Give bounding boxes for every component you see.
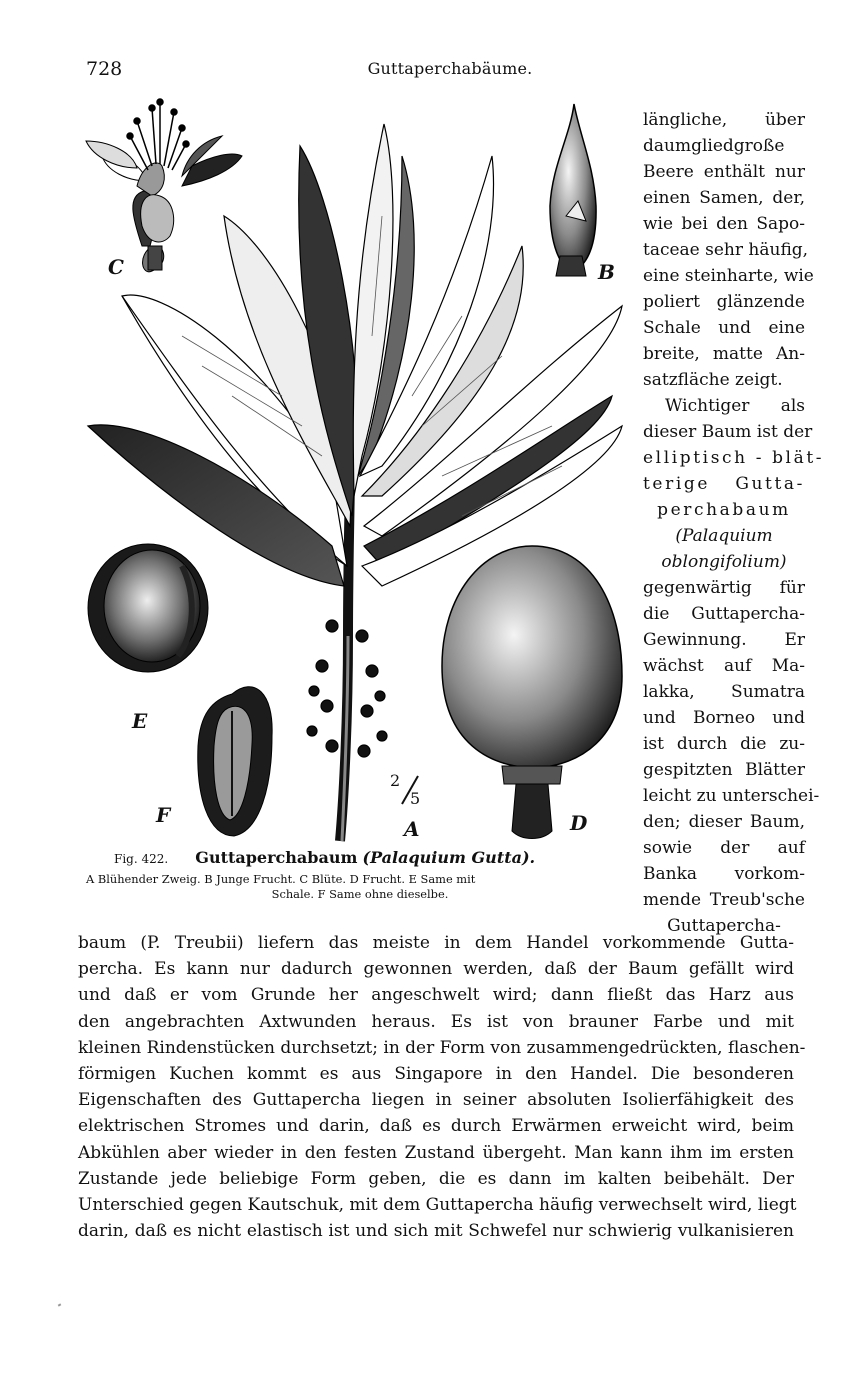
body-paragraph xyxy=(78,930,806,1244)
text-line: Eigenschaften des Guttapercha liegen in seiner absoluten Isolierfähigkeit des xyxy=(78,1090,794,1111)
text-line: die Guttapercha- xyxy=(643,604,805,624)
page-header xyxy=(0,58,850,82)
text-line: satzfläche zeigt. xyxy=(643,370,783,390)
text-line: Wichtiger als xyxy=(665,396,805,416)
text-line: Schale und eine xyxy=(643,318,805,338)
figure-label-e: E xyxy=(132,709,148,733)
figure-latin-name: (Palaquium Gutta). xyxy=(362,848,536,867)
flower-drawing xyxy=(86,99,242,272)
text-line: daumgliedgroße xyxy=(643,136,785,156)
ink-speck xyxy=(58,1303,62,1306)
text-line: wächst auf Ma- xyxy=(643,656,805,676)
text-line: darin, daß es nicht elastisch ist und sich mit Schwefel nur schwierig vulkanisieren xyxy=(78,1221,794,1242)
seed-with-shell-drawing xyxy=(88,544,208,672)
figure-label-c: C xyxy=(108,255,124,279)
text-line: Beere enthält nur xyxy=(643,162,805,182)
text-line: Gewinnung. Er xyxy=(643,630,805,650)
text-line: Banka vorkom- xyxy=(643,864,805,884)
figure-title: Guttaperchabaum xyxy=(195,848,358,867)
text-line: Abkühlen aber wieder in den festen Zustand übergeht. Man kann ihm im ersten xyxy=(78,1142,794,1163)
text-line: taceae sehr häufig, xyxy=(643,240,809,260)
botanical-figure xyxy=(82,96,630,846)
caption-legend-line: Schale. F Same ohne dieselbe. xyxy=(271,887,449,901)
text-line: percha. Es kann nur dadurch gewonnen werden, daß der Baum gefällt wird xyxy=(78,959,794,980)
text-line: oblongifolium) xyxy=(661,552,787,572)
text-line: den; dieser Baum, xyxy=(643,812,805,832)
svg-text:5: 5 xyxy=(410,789,421,808)
seed-without-shell-drawing xyxy=(198,687,272,836)
scale-fraction xyxy=(390,771,420,808)
text-line: ist durch die zu- xyxy=(643,734,805,754)
text-line: den angebrachten Axtwunden heraus. Es ist von brauner Farbe und mit xyxy=(78,1011,794,1032)
text-line: elliptisch - blät- xyxy=(643,448,825,468)
text-line: gegenwärtig für xyxy=(643,578,805,598)
young-fruit-drawing xyxy=(550,104,596,276)
running-title: Guttaperchabäume. xyxy=(367,59,533,78)
page-number: 728 xyxy=(86,58,123,80)
text-line: (Palaquium xyxy=(675,526,773,546)
text-line: und daß er vom Grunde her angeschwelt wird; dann fließt das Harz aus xyxy=(78,985,794,1006)
text-line: leicht zu unterschei- xyxy=(643,786,820,806)
text-line: sowie der auf xyxy=(643,838,805,858)
caption-heading xyxy=(86,848,634,867)
text-line: poliert glänzende xyxy=(643,292,805,312)
text-line: Unterschied gegen Kautschuk, mit dem Guttapercha häufig verwechselt wird, liegt xyxy=(78,1194,797,1215)
text-line: baum (P. Treubii) liefern das meiste in dem Handel vorkommende Gutta- xyxy=(78,933,794,953)
svg-text:2: 2 xyxy=(390,771,401,790)
text-line: elektrischen Stromes und darin, daß es durch Erwärmen erweicht wird, beim xyxy=(78,1116,794,1137)
caption-legend-line: A Blühender Zweig. B Junge Frucht. C Blüte. D Frucht. E Same mit xyxy=(86,872,476,886)
text-line: gespitzten Blätter xyxy=(643,760,805,780)
text-line: lakka, Sumatra xyxy=(643,682,805,702)
text-line: wie bei den Sapo- xyxy=(643,214,805,234)
figure-caption xyxy=(86,848,634,901)
figure-label-f: F xyxy=(156,803,171,827)
text-line: und Borneo und xyxy=(643,708,805,728)
text-line: förmigen Kuchen kommt es aus Singapore in den Handel. Die besonderen xyxy=(78,1063,794,1084)
text-line: breite, matte An- xyxy=(643,344,805,364)
figure-label-d: D xyxy=(570,811,588,835)
fruit-drawing xyxy=(442,546,622,839)
text-line: terige Gutta- xyxy=(643,474,805,494)
side-text-column xyxy=(643,107,825,939)
text-line: kleinen Rindenstücken durchsetzt; in der Form von zusammengedrückten, flaschen- xyxy=(78,1037,806,1058)
text-line: längliche, über xyxy=(643,110,805,130)
text-line: Guttapercha- xyxy=(667,916,781,936)
figure-illustration xyxy=(82,96,630,846)
text-line: mende Treub'sche xyxy=(643,890,805,910)
text-line: Zustande jede beliebige Form geben, die es dann im kalten beibehält. Der xyxy=(78,1168,794,1189)
text-line: einen Samen, der, xyxy=(643,188,805,208)
text-line: eine steinharte, wie xyxy=(643,266,814,286)
figure-number: Fig. 422. xyxy=(114,852,169,866)
text-line: dieser Baum ist der xyxy=(643,422,813,442)
text-line: perchabaum xyxy=(657,500,791,520)
figure-label-b: B xyxy=(598,260,615,284)
figure-label-a: A xyxy=(404,817,420,841)
